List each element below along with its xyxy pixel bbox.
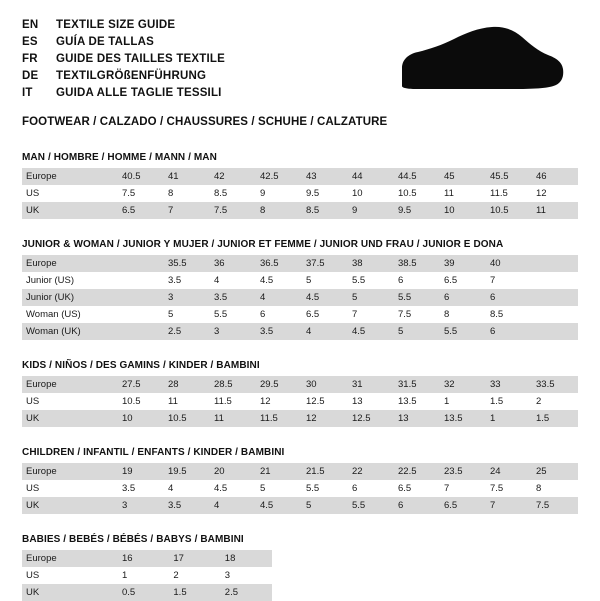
row-label: Europe <box>22 376 118 393</box>
size-cell <box>532 323 578 340</box>
language-row <box>22 69 225 84</box>
size-cell: 8.5 <box>210 185 256 202</box>
size-cell: 2 <box>532 393 578 410</box>
size-cell: 10 <box>348 185 394 202</box>
size-cell: 2.5 <box>164 323 210 340</box>
size-cell: 1 <box>440 393 486 410</box>
table-row <box>22 255 578 272</box>
row-label: Junior (US) <box>22 272 118 289</box>
size-table <box>22 463 578 514</box>
size-cell: 1.5 <box>486 393 532 410</box>
size-cell: 11.5 <box>210 393 256 410</box>
size-cell: 33 <box>486 376 532 393</box>
size-cell: 18 <box>221 550 272 567</box>
language-code: ES <box>22 36 38 48</box>
size-cell: 5 <box>164 306 210 323</box>
language-title: TEXTILGRÖßENFÜHRUNG <box>56 70 207 82</box>
size-cell: 3 <box>210 323 256 340</box>
size-cell: 45.5 <box>486 168 532 185</box>
size-cell: 11 <box>440 185 486 202</box>
size-cell <box>532 289 578 306</box>
size-cell: 1.5 <box>532 410 578 427</box>
size-cell: 25 <box>532 463 578 480</box>
size-cell: 7 <box>348 306 394 323</box>
size-cell: 8 <box>532 480 578 497</box>
size-group-title: MAN / HOMBRE / HOMME / MANN / MAN <box>22 152 217 163</box>
size-cell: 43 <box>302 168 348 185</box>
size-cell: 5.5 <box>210 306 256 323</box>
size-cell: 29.5 <box>256 376 302 393</box>
size-cell: 8 <box>440 306 486 323</box>
size-cell: 46 <box>532 168 578 185</box>
table-row <box>22 393 578 410</box>
table-row <box>22 497 578 514</box>
language-code: EN <box>22 19 39 31</box>
size-cell: 7.5 <box>394 306 440 323</box>
size-group-title: JUNIOR & WOMAN / JUNIOR Y MUJER / JUNIOR ET FEMME / JUNIOR UND FRAU / JUNIOR E DONA <box>22 239 504 250</box>
row-label: Europe <box>22 463 118 480</box>
size-cell <box>118 272 164 289</box>
size-cell: 0.5 <box>118 584 169 601</box>
size-tables <box>22 152 578 601</box>
language-code: FR <box>22 53 38 65</box>
size-cell: 4.5 <box>302 289 348 306</box>
size-cell: 5.5 <box>302 480 348 497</box>
size-cell: 28.5 <box>210 376 256 393</box>
size-cell: 13.5 <box>440 410 486 427</box>
size-group-title: CHILDREN / INFANTIL / ENFANTS / KINDER / BAMBINI <box>22 447 285 458</box>
size-cell: 40 <box>486 255 532 272</box>
table-row <box>22 480 578 497</box>
table-row <box>22 323 578 340</box>
size-cell: 38 <box>348 255 394 272</box>
size-cell: 41 <box>164 168 210 185</box>
size-cell: 4.5 <box>256 497 302 514</box>
size-cell: 27.5 <box>118 376 164 393</box>
table-row <box>22 202 578 219</box>
row-label: UK <box>22 410 118 427</box>
footwear-section-title: FOOTWEAR / CALZADO / CHAUSSURES / SCHUHE / CALZATURE <box>22 116 388 128</box>
size-cell: 10.5 <box>118 393 164 410</box>
size-cell: 44.5 <box>394 168 440 185</box>
size-cell: 8.5 <box>302 202 348 219</box>
size-cell: 31.5 <box>394 376 440 393</box>
size-cell: 24 <box>486 463 532 480</box>
size-cell: 16 <box>118 550 169 567</box>
size-cell: 5 <box>394 323 440 340</box>
table-row <box>22 567 272 584</box>
size-group <box>22 534 578 601</box>
size-cell: 22.5 <box>394 463 440 480</box>
size-cell: 4 <box>302 323 348 340</box>
size-cell: 3.5 <box>164 497 210 514</box>
size-cell: 28 <box>164 376 210 393</box>
table-row <box>22 306 578 323</box>
size-cell: 3.5 <box>210 289 256 306</box>
table-row <box>22 584 272 601</box>
size-cell: 9 <box>348 202 394 219</box>
size-cell: 1 <box>118 567 169 584</box>
size-cell: 7.5 <box>532 497 578 514</box>
size-cell: 6.5 <box>394 480 440 497</box>
size-table <box>22 255 578 340</box>
size-cell: 4.5 <box>210 480 256 497</box>
size-cell: 5.5 <box>348 497 394 514</box>
language-title: GUIDA ALLE TAGLIE TESSILI <box>56 87 222 99</box>
language-row <box>22 52 225 67</box>
size-cell: 11.5 <box>256 410 302 427</box>
size-cell: 2.5 <box>221 584 272 601</box>
size-group-title: KIDS / NIÑOS / DES GAMINS / KINDER / BAMBINI <box>22 360 260 371</box>
size-group <box>22 447 578 514</box>
row-label: US <box>22 185 118 202</box>
size-cell <box>118 289 164 306</box>
size-cell: 8 <box>164 185 210 202</box>
language-code: IT <box>22 87 33 99</box>
size-cell: 6.5 <box>118 202 164 219</box>
language-code: DE <box>22 70 39 82</box>
size-cell: 42 <box>210 168 256 185</box>
size-cell: 4.5 <box>348 323 394 340</box>
size-cell: 35.5 <box>164 255 210 272</box>
table-row <box>22 410 578 427</box>
row-label: Junior (UK) <box>22 289 118 306</box>
row-label: UK <box>22 584 118 601</box>
row-label: Europe <box>22 550 118 567</box>
size-cell: 11 <box>210 410 256 427</box>
size-cell: 4 <box>164 480 210 497</box>
size-cell: 42.5 <box>256 168 302 185</box>
document-header <box>22 18 578 101</box>
size-cell: 36.5 <box>256 255 302 272</box>
size-group <box>22 360 578 427</box>
size-cell: 3.5 <box>118 480 164 497</box>
size-cell: 11.5 <box>486 185 532 202</box>
size-cell: 6 <box>394 497 440 514</box>
size-cell: 7.5 <box>486 480 532 497</box>
size-cell: 6 <box>486 289 532 306</box>
size-cell: 10.5 <box>164 410 210 427</box>
size-cell: 5.5 <box>394 289 440 306</box>
size-cell: 6.5 <box>440 272 486 289</box>
size-cell: 3 <box>221 567 272 584</box>
size-cell: 19 <box>118 463 164 480</box>
row-label: UK <box>22 497 118 514</box>
size-cell: 12.5 <box>348 410 394 427</box>
size-cell: 6.5 <box>440 497 486 514</box>
size-cell: 3 <box>164 289 210 306</box>
row-label: Europe <box>22 255 118 272</box>
size-cell: 7 <box>164 202 210 219</box>
language-title: GUIDE DES TAILLES TEXTILE <box>56 53 225 65</box>
size-cell: 33.5 <box>532 376 578 393</box>
size-group <box>22 152 578 219</box>
size-cell: 40.5 <box>118 168 164 185</box>
size-cell: 4 <box>256 289 302 306</box>
size-group <box>22 239 578 340</box>
size-cell: 23.5 <box>440 463 486 480</box>
size-cell: 20 <box>210 463 256 480</box>
size-cell: 37.5 <box>302 255 348 272</box>
size-cell: 32 <box>440 376 486 393</box>
size-cell: 36 <box>210 255 256 272</box>
size-cell <box>118 323 164 340</box>
size-cell: 45 <box>440 168 486 185</box>
size-cell: 7 <box>486 497 532 514</box>
size-cell: 30 <box>302 376 348 393</box>
size-cell: 1 <box>486 410 532 427</box>
size-table <box>22 168 578 219</box>
size-cell: 4 <box>210 272 256 289</box>
row-label: US <box>22 480 118 497</box>
language-row <box>22 86 225 101</box>
size-cell: 5.5 <box>440 323 486 340</box>
size-cell: 8.5 <box>486 306 532 323</box>
size-cell <box>118 306 164 323</box>
size-cell: 13 <box>394 410 440 427</box>
size-cell: 6 <box>256 306 302 323</box>
language-title: TEXTILE SIZE GUIDE <box>56 19 176 31</box>
size-cell: 7 <box>486 272 532 289</box>
size-cell: 11 <box>164 393 210 410</box>
size-cell: 3 <box>118 497 164 514</box>
size-cell: 10 <box>118 410 164 427</box>
size-cell: 31 <box>348 376 394 393</box>
row-label: UK <box>22 202 118 219</box>
table-row <box>22 168 578 185</box>
size-cell: 21 <box>256 463 302 480</box>
size-cell: 7.5 <box>210 202 256 219</box>
language-row <box>22 18 225 33</box>
size-cell: 4.5 <box>256 272 302 289</box>
language-row <box>22 35 225 50</box>
table-row <box>22 550 272 567</box>
size-cell: 3.5 <box>164 272 210 289</box>
row-label: Woman (US) <box>22 306 118 323</box>
size-cell <box>532 255 578 272</box>
size-cell: 5 <box>302 272 348 289</box>
size-cell: 10.5 <box>394 185 440 202</box>
size-cell: 11 <box>532 202 578 219</box>
size-cell: 39 <box>440 255 486 272</box>
size-cell: 22 <box>348 463 394 480</box>
size-cell <box>118 255 164 272</box>
row-label: Woman (UK) <box>22 323 118 340</box>
size-cell: 5.5 <box>348 272 394 289</box>
row-label: US <box>22 393 118 410</box>
size-cell: 13 <box>348 393 394 410</box>
size-cell: 13.5 <box>394 393 440 410</box>
table-row <box>22 185 578 202</box>
size-cell: 17 <box>169 550 220 567</box>
size-cell <box>532 272 578 289</box>
row-label: US <box>22 567 118 584</box>
size-cell: 12 <box>302 410 348 427</box>
row-label: Europe <box>22 168 118 185</box>
table-row <box>22 463 578 480</box>
size-cell: 5 <box>348 289 394 306</box>
size-cell: 5 <box>302 497 348 514</box>
size-table <box>22 550 272 601</box>
size-cell: 6.5 <box>302 306 348 323</box>
size-cell: 21.5 <box>302 463 348 480</box>
size-cell: 38.5 <box>394 255 440 272</box>
size-cell: 44 <box>348 168 394 185</box>
size-cell: 6 <box>440 289 486 306</box>
size-cell: 19.5 <box>164 463 210 480</box>
size-cell: 2 <box>169 567 220 584</box>
size-cell: 12 <box>256 393 302 410</box>
table-row <box>22 289 578 306</box>
table-row <box>22 272 578 289</box>
size-cell: 7 <box>440 480 486 497</box>
size-cell: 10 <box>440 202 486 219</box>
size-table <box>22 376 578 427</box>
dress-shoe-icon <box>396 24 566 99</box>
size-cell: 12.5 <box>302 393 348 410</box>
table-row <box>22 376 578 393</box>
size-cell: 5 <box>256 480 302 497</box>
size-cell: 8 <box>256 202 302 219</box>
size-cell: 6 <box>486 323 532 340</box>
size-cell: 6 <box>348 480 394 497</box>
size-cell <box>532 306 578 323</box>
size-cell: 9 <box>256 185 302 202</box>
size-cell: 3.5 <box>256 323 302 340</box>
size-cell: 7.5 <box>118 185 164 202</box>
size-cell: 1.5 <box>169 584 220 601</box>
size-cell: 12 <box>532 185 578 202</box>
language-titles <box>22 18 225 101</box>
size-cell: 4 <box>210 497 256 514</box>
language-title: GUÍA DE TALLAS <box>56 36 154 48</box>
size-cell: 6 <box>394 272 440 289</box>
size-group-title: BABIES / BEBÉS / BÉBÉS / BABYS / BAMBINI <box>22 534 244 545</box>
size-cell: 9.5 <box>394 202 440 219</box>
size-cell: 9.5 <box>302 185 348 202</box>
size-cell: 10.5 <box>486 202 532 219</box>
